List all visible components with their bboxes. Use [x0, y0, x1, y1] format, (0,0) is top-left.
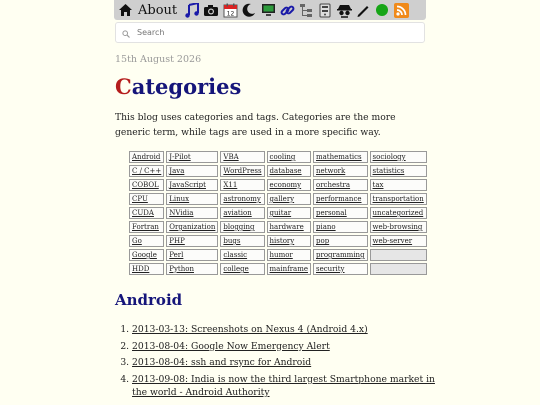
screen-icon[interactable] [260, 2, 276, 18]
table-cell [313, 179, 368, 191]
table-row [129, 249, 427, 261]
category-link[interactable]: C / C++ [132, 167, 162, 175]
table-cell [370, 179, 427, 191]
table-cell [166, 249, 218, 261]
category-link[interactable]: database [269, 167, 302, 175]
category-link[interactable]: college [223, 265, 249, 273]
table-row [129, 165, 427, 177]
list-item [132, 323, 444, 337]
category-link[interactable]: web-browsing [372, 223, 423, 231]
rss-icon[interactable] [393, 2, 409, 18]
table-cell [220, 207, 264, 219]
category-link[interactable]: network [316, 167, 346, 175]
category-link[interactable]: web-server [372, 237, 413, 245]
table-cell [129, 235, 164, 247]
table-cell [370, 207, 427, 219]
category-link[interactable]: mathematics [316, 153, 362, 161]
table-cell [220, 221, 264, 233]
category-link[interactable]: Perl [169, 251, 184, 259]
category-link[interactable]: VBA [223, 153, 239, 161]
category-link[interactable]: CPU [132, 195, 148, 203]
table-cell [267, 165, 311, 177]
category-link[interactable]: Fortran [132, 223, 159, 231]
post-link[interactable]: 2013-09-08: India is now the third largest Smartphone market in the world - Android Authority [132, 373, 435, 398]
table-cell [370, 193, 427, 205]
category-link[interactable]: JavaScript [169, 181, 206, 189]
table-cell [166, 151, 218, 163]
moon-icon[interactable] [241, 2, 257, 18]
category-link[interactable]: Go [132, 237, 142, 245]
table-cell [220, 249, 264, 261]
table-cell [267, 193, 311, 205]
table-cell [166, 235, 218, 247]
category-link[interactable]: transportation [372, 195, 424, 203]
table-cell [129, 207, 164, 219]
table-cell [267, 207, 311, 219]
list-item [132, 373, 444, 400]
category-link[interactable]: PHP [169, 237, 185, 245]
category-link[interactable]: Google [132, 251, 157, 259]
category-link[interactable]: bugs [223, 237, 241, 245]
table-row [129, 263, 427, 275]
category-link[interactable]: Linux [169, 195, 190, 203]
category-link[interactable]: guitar [269, 209, 292, 217]
link-icon[interactable] [279, 2, 295, 18]
category-link[interactable]: uncategorized [372, 209, 424, 217]
category-link[interactable]: Python [169, 265, 194, 273]
table-cell [267, 263, 311, 275]
table-cell [313, 193, 368, 205]
category-link[interactable]: piano [316, 223, 336, 231]
category-link[interactable]: aviation [223, 209, 252, 217]
table-cell [220, 151, 264, 163]
category-link[interactable]: cooling [269, 153, 296, 161]
list-item [132, 340, 444, 354]
page-title [115, 74, 241, 99]
table-cell [370, 151, 427, 163]
category-link[interactable]: gallery [269, 195, 295, 203]
category-link[interactable]: HDD [132, 265, 150, 273]
table-row [129, 235, 427, 247]
category-link[interactable]: mainframe [269, 265, 308, 273]
table-cell [370, 221, 427, 233]
post-link[interactable]: 2013-08-04: Google Now Emergency Alert [132, 340, 330, 352]
top-navbar [114, 0, 426, 20]
search-input[interactable] [135, 27, 419, 38]
search-icon [122, 23, 130, 42]
table-cell [220, 165, 264, 177]
table-row [129, 151, 427, 163]
post-link[interactable]: 2013-03-13: Screenshots on Nexus 4 (Android 4.x) [132, 324, 368, 335]
table-cell [267, 151, 311, 163]
category-link[interactable]: astronomy [223, 195, 261, 203]
category-link[interactable]: hardware [269, 223, 304, 231]
table-cell [370, 263, 427, 275]
category-link[interactable]: CUDA [132, 209, 154, 217]
post-link[interactable]: 2013-08-04: ssh and rsync for Android [132, 357, 312, 368]
table-cell [313, 249, 368, 261]
category-link[interactable]: tax [372, 181, 384, 189]
category-link[interactable]: blogging [223, 223, 255, 231]
category-link[interactable]: X11 [223, 181, 238, 189]
table-cell [129, 249, 164, 261]
category-link[interactable]: orchestra [316, 181, 351, 189]
post-list [115, 323, 444, 403]
category-link[interactable]: sociology [372, 153, 406, 161]
table-cell [220, 179, 264, 191]
table-cell [166, 207, 218, 219]
pen-icon[interactable] [355, 2, 371, 18]
table-row [129, 179, 427, 191]
post-date: 15th August 2026 [115, 54, 202, 65]
category-link[interactable]: WordPress [223, 167, 262, 175]
category-link[interactable]: Android [132, 153, 161, 161]
table-cell [220, 263, 264, 275]
table-cell [129, 179, 164, 191]
calendar-icon[interactable] [222, 2, 238, 18]
tree-icon[interactable] [298, 2, 314, 18]
server-icon[interactable] [317, 2, 333, 18]
category-link[interactable]: personal [316, 209, 347, 217]
table-cell [370, 235, 427, 247]
home-icon[interactable] [117, 2, 133, 18]
music-icon[interactable] [184, 2, 200, 18]
category-link[interactable]: pop [316, 237, 330, 245]
table-cell [166, 193, 218, 205]
spy-icon[interactable] [336, 2, 352, 18]
svg-text:12: 12 [226, 10, 234, 17]
table-cell [313, 151, 368, 163]
table-cell [129, 263, 164, 275]
table-cell [267, 221, 311, 233]
intro-paragraph: This blog uses categories and tags. Categories are the more generic term, while tags are used in a more specific way. [115, 112, 396, 138]
green-dot-icon[interactable] [374, 2, 390, 18]
category-link[interactable]: economy [269, 181, 302, 189]
table-cell [267, 179, 311, 191]
category-link[interactable]: Organization [169, 223, 216, 231]
table-cell [313, 263, 368, 275]
table-cell [129, 165, 164, 177]
table-row [129, 221, 427, 233]
categories-table [127, 149, 429, 277]
category-link[interactable]: programming [316, 251, 365, 259]
table-cell [166, 179, 218, 191]
table-cell [166, 221, 218, 233]
table-cell [370, 249, 427, 261]
search-box [115, 22, 425, 43]
category-link[interactable]: history [269, 237, 295, 245]
about-link[interactable]: About [138, 2, 178, 18]
table-cell [267, 249, 311, 261]
table-cell [129, 221, 164, 233]
category-link[interactable]: classic [223, 251, 248, 259]
table-cell [166, 165, 218, 177]
table-cell [313, 221, 368, 233]
table-cell [267, 235, 311, 247]
section-title-android: Android [115, 291, 183, 309]
table-row [129, 193, 427, 205]
table-cell [220, 193, 264, 205]
category-link[interactable]: NVidia [169, 209, 194, 217]
table-cell [313, 235, 368, 247]
table-cell [129, 151, 164, 163]
category-link[interactable]: security [316, 265, 345, 273]
table-cell [129, 193, 164, 205]
table-cell [220, 235, 264, 247]
table-row [129, 207, 427, 219]
table-cell [166, 263, 218, 275]
table-cell [370, 165, 427, 177]
category-link[interactable]: humor [269, 251, 293, 259]
category-link[interactable]: performance [316, 195, 362, 203]
table-cell [313, 165, 368, 177]
category-link[interactable]: COBOL [132, 181, 159, 189]
category-link[interactable]: Java [169, 167, 185, 175]
list-item [132, 356, 444, 370]
title-initial: C [115, 74, 132, 99]
category-link[interactable]: J-Pilot [169, 153, 191, 161]
table-cell [313, 207, 368, 219]
category-link[interactable]: statistics [372, 167, 405, 175]
camera-icon[interactable] [203, 2, 219, 18]
title-rest: ategories [131, 74, 242, 99]
